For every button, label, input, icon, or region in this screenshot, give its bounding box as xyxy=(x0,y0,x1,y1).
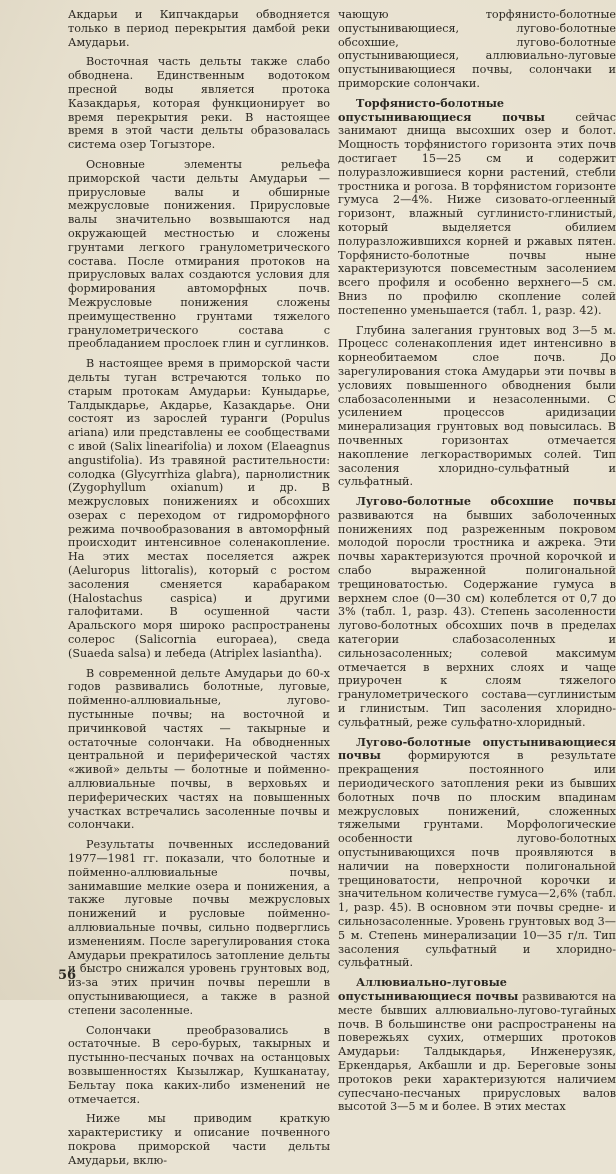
paragraph-text: В настоящее время в приморской части дельты туган встречаются только по старым протокам Амударьи: Куныдарье, Талдыкдарье, Акдарье, Казакдарье. Они состоят из зарослей туранги (Populus ariana) или представлены ее сообществами с ивой (Salix linearifolia) и лохом (Elaeagnus angustifolia). Из травяной растительности: солодка (Glycyrrhiza glabra), парнолистник (Zygophyllum oxianum) и др. В межрусловых понижениях и обсохших озерах с переходом от гидроморфного режима почвообразования в автоморфный происходит интенсивное соленакопление. На этих местах поселяется ажрек (Aeluropus littoralis), который с ростом засоления сменяется карабараком (Halostachus caspica) и другими галофитами. В осушенной части Аральского моря широко распространены солерос (Salicornia europaea), сведа (Suaeda salsa) и лебеда (Atriplex lasiantha). xyxy=(68,357,330,660)
page-number: 56 xyxy=(58,968,77,983)
left-column xyxy=(68,8,330,1174)
paragraph xyxy=(68,838,330,1017)
paragraph-heading: Лугово-болотные обсохшие почвы xyxy=(356,494,616,509)
paragraph-heading: Лугово-болотные опустынивающиеся почвы xyxy=(338,734,616,763)
paragraph-heading: Аллювиально-луговые опустынивающиеся почвы xyxy=(338,975,519,1003)
paragraph-text: чающую торфянисто-болотные опустынивающиеся, лугово-болотные обсохшие, лугово-болотные опустынивающиеся, аллювиально-луговые опустынивающиеся почвы, солончаки и приморские солончаки. xyxy=(338,8,616,90)
paragraph xyxy=(68,667,330,833)
paragraph-text: Восточная часть дельты также слабо обводнена. Единственным водотоком пресной воды является протока Казакдарья, которая функционирует во время перекрытия реки. В настоящее время в этой части дельты образовалась система озер Тогызторе. xyxy=(68,55,330,152)
paragraph xyxy=(338,976,616,1114)
paragraph xyxy=(68,158,330,351)
paragraph-text: Солончаки преобразовались в остаточные. В серо-бурых, такырных и пустынно-песчаных почвах на останцовых возвышенностях Кызылжар, Кушканатау, Бельтау пока каких-либо изменений не отмечается. xyxy=(68,1023,330,1106)
paragraph-text: формируются в результате прекращения постоянного или периодического затопления реки из бывших болотных почв по плоским впадинам межрусловых понижений, сложенных тяжелыми грунтами. Морфологические особенности лугово-болотных опустынивающихся почв проявляются в наличии на поверхности полигональной трещиноватости, непрочной корочки и значительном количестве гумуса—2,6% (табл. 1, разр. 45). В основном эти почвы средне- и сильнозасоленные. Уровень грунтовых вод 3—5 м. Степень минерализации 10—35 г/л. Тип засоления сульфатный и хлоридно-сульфатный. xyxy=(338,749,616,970)
paragraph xyxy=(338,736,616,971)
paragraph xyxy=(338,324,616,490)
paragraph-text: Глубина залегания грунтовых вод 3—5 м. Процесс соленакопления идет интенсивно в корнеобитаемом слое почв. До зарегулирования стока Амударьи эти почвы в условиях повышенного обводнения были слабозасоленными и незасоленными. С усилением процессов аридизации минерализация грунтовых вод повысилась. В почвенных горизонтах отмечается накопление легкорастворимых солей. Тип засоления хлоридно-сульфатный и сульфатный. xyxy=(338,323,616,489)
paragraph xyxy=(338,8,616,91)
paragraph-text: Ниже мы приводим краткую характеристику и описание почвенного покрова приморской части дельты Амударьи, вклю- xyxy=(68,1112,330,1167)
paragraph-text: развиваются на месте бывших аллювиально-лугово-тугайных почв. В большинстве они распространены на повережьях сухих, отмерших протоков Амударьи: Талдыкдарья, Инженерузяк, Еркендарья, Акбашли и др. Береговые зоны протоков реки характеризуются наличием супесчано-песчаных прирусловых валов высотой 3—5 м и более. В этих местах xyxy=(338,989,616,1114)
paragraph-text: сейчас занимают днища высохших озер и болот. Мощность торфянистого горизонта этих почв достигает 15—25 см и содержит полуразложившиеся корни растений, стебли тростника и рогоза. В торфянистом горизонте гумуса 2—4%. Ниже сизовато-оглеенный горизонт, влажный суглинисто-глинистый, который выделяется обилием полуразложившихся корней и ржавых пятен. Торфянисто-болотные почвы ныне характеризуются повсеместным засолением всего профиля и особенно верхнего—5 см. Вниз по профилю скопление солей постепенно уменьшается (табл. 1, разр. 42). xyxy=(338,110,616,317)
paragraph-text: Акдарьи и Кипчакдарьи обводняется только в период перекрытия дамбой реки Амударьи. xyxy=(68,8,330,49)
paragraph xyxy=(68,55,330,152)
paragraph-heading: Торфянисто-болотные опустынивающиеся почвы xyxy=(338,95,545,124)
paragraph xyxy=(68,357,330,661)
paragraph xyxy=(338,97,616,318)
paragraph-text: развиваются на бывших заболоченных понижениях под разреженным покровом молодой поросли тростника и ажрека. Эти почвы характеризуются прочной корочкой и слабо выраженной полигональной трещиноватостью. Содержание гумуса в верхнем слое (0—30 см) колеблется от 0,7 до 3% (табл. 1, разр. 43). Степень засоленности лугово-болотных обсохших почв в пределах категории слабозасоленных и сильнозасоленных; солевой максимум отмечается в верхних слоях и чаще приурочен к слоям тяжелого гранулометрического состава—суглинистым и глинистым. Тип засоления хлоридно-сульфатный, реже сульфатно-хлоридный. xyxy=(338,508,616,729)
paragraph xyxy=(68,8,330,49)
paragraph xyxy=(338,495,616,730)
paragraph-text: В современной дельте Амударьи до 60-х годов развивались болотные, луговые, пойменно-аллювиальные, лугово-пустынные почвы; на восточной и причинковой частях — такырные и остаточные солончаки. На обводненных центральной и периферической частях «живой» дельты — болотные и пойменно-аллювиальные почвы, в верховьях и периферических частях на повышенных участках встречались засоленные почвы и солончаки. xyxy=(68,666,330,832)
paragraph-text: Результаты почвенных исследований 1977—1981 гг. показали, что болотные и пойменно-аллювиальные почвы, занимавшие мелкие озера и понижения, а также луговые почвы межрусловых понижений и русловые пойменно-аллювиальные почвы, сильно подверглись изменениям. После зарегулирования стока Амударьи прекратилось затопление дельты и быстро снижался уровень грунтовых вод, из-за этих причин почвы перешли в опустынивающиеся, а также в разной степени засоленные. xyxy=(68,838,330,1017)
paragraph xyxy=(68,1112,330,1167)
right-column xyxy=(338,8,616,1120)
paragraph xyxy=(68,1024,330,1107)
paragraph-text: Основные элементы рельефа приморской части дельты Амударьи — прирусловые валы и обширные межрусловые понижения. Прирусловые валы значительно возвышаются над окружающей местностью и сложены грунтами легкого гранулометрического состава. После отмирания протоков на прирусловых валах создаются условия для формирования автоморфных почв. Межрусловые понижения сложены преимущественно грунтами тяжелого гранулометрического состава с преобладанием прослоек глин и суглинков. xyxy=(68,157,330,351)
